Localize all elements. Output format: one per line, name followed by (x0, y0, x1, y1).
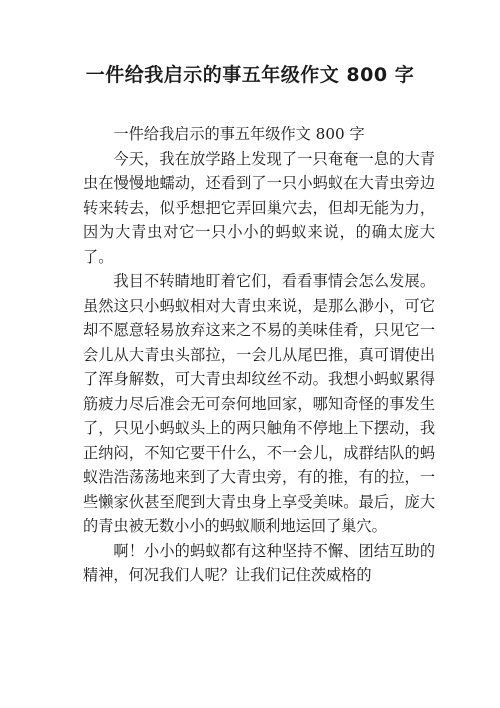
document-body (83, 122, 435, 588)
document-title: 一件给我启示的事五年级作文 800 字 (85, 64, 415, 86)
paragraph: 我目不转睛地盯着它们，看看事情会怎么发展。虽然这只小蚂蚁相对大青虫来说，是那么渺小，可它却不愿意轻易放弃这来之不易的美味佳肴，只见它一会儿从大青虫头部拉，一会儿从尾巴推，真可谓使出了浑身解数，可大青虫却纹丝不动。我想小蚂蚁累得筋疲力尽后准会无可奈何地回家，哪知奇怪的事发生了，只见小蚂蚁头上的两只触角不停地上下摆动，我正纳闷，不知它要干什么，不一会儿，成群结队的蚂蚁浩浩荡荡地来到了大青虫旁，有的推，有的拉，一些懒家伙甚至爬到大青虫身上享受美味。最后，庞大的青虫被无数小小的蚂蚁顺利地运回了巢穴。 (83, 272, 435, 535)
paragraph: 啊！小小的蚂蚁都有这种坚持不懈、团结互助的精神，何况我们人呢？让我们记住茨威格的 (83, 541, 435, 584)
paragraph: 今天，我在放学路上发现了一只奄奄一息的大青虫在慢慢地蠕动，还看到了一只小蚂蚁在大青虫旁边转来转去，似乎想把它弄回巢穴去，但却无能为力，因为大青虫对它一只小小的蚂蚁来说，的确太庞大了。 (83, 149, 435, 266)
document-subtitle: 一件给我启示的事五年级作文 800 字 (113, 125, 365, 143)
